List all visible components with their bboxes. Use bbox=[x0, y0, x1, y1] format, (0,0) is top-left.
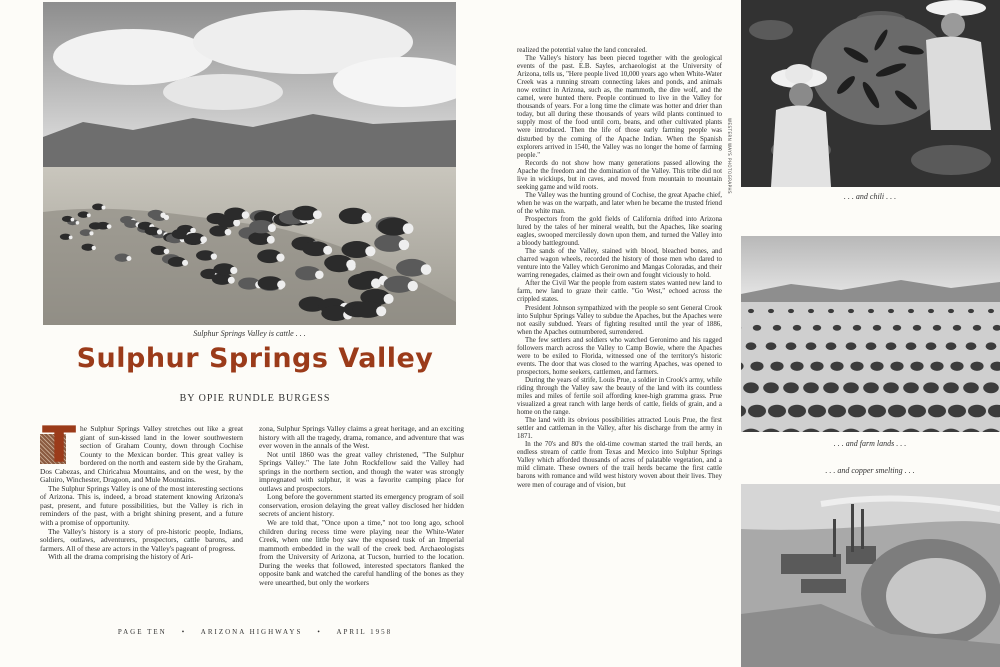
cattle-photo-caption: Sulphur Springs Valley is cattle . . . bbox=[193, 329, 306, 338]
paragraph: he Sulphur Springs Valley stretches out like a great giant of sun-kissed land in the lower southwestern section of Graham County, down through Cochise County to the Mexican border. This great valley is bordered on the north and eastern side by the Graham, Dos Cabezas, and Chiricahua Mountains, and on the west, by the Galuiro, Winchester, Dragoon, and Mule Mountains. bbox=[40, 424, 243, 485]
photo-credit: WESTERN WAYS PHOTOGRAPHS bbox=[727, 118, 732, 195]
orchard-tree bbox=[828, 405, 846, 418]
orchard-tree bbox=[970, 362, 983, 371]
cow bbox=[292, 206, 321, 221]
orchard-tree bbox=[833, 325, 841, 331]
orchard-tree bbox=[868, 309, 874, 313]
paragraph: During the years of strife, Louis Prue, a soldier in Crook's army, while riding through the Valley saw the beauty of the land with its countless miles and miles of fertile soil affording knee-high gramma grass. Prue visualized a great ranch with large herds of cattle, fields of grain, and a home on the range. bbox=[517, 375, 722, 417]
paragraph: The Valley was the hunting ground of Cochise, the great Apache chief, when he was on the warpath, and later when he became the trusted friend of the white man. bbox=[517, 190, 722, 215]
cow bbox=[78, 211, 91, 218]
farm-lands-photo bbox=[741, 236, 1000, 432]
cow bbox=[213, 263, 237, 275]
orchard-tree bbox=[768, 405, 786, 418]
cow bbox=[384, 276, 418, 293]
orchard-tree bbox=[746, 342, 757, 350]
cow bbox=[257, 249, 284, 263]
cow bbox=[92, 204, 105, 211]
chili-harvest-photo bbox=[741, 0, 1000, 187]
paragraph: We are told that, "Once upon a time," not too long ago, school children during recess time were playing near the White-Water Creek, when one little boy saw the exposed tusk of an Imperial mammoth embedded in the wall of the creek bed. Archaeologists from the University of Arizona, at Tucson, hurried to the location. During the weeks that followed, interested spectators flanked the opposite bank and watched the careful handling of the bones as they were unearthed, but only the workers bbox=[259, 518, 464, 587]
paragraph: President Johnson sympathized with the people so sent General Crook into Sulphur Springs Valley to subdue the Apaches, but the Apaches were not easily subdued. Years of fighting resulted until the year of 1886, when the Apaches outnumbered, surrendered. bbox=[517, 303, 722, 336]
orchard-tree bbox=[748, 309, 754, 313]
paragraph: The Sulphur Springs Valley is one of the most interesting sections of Arizona. This is, indeed, a broad statement knowing Arizona's past, present, and future possibilities, but the Valley is rich in reminders of the past, with a bright shining present, and a future with a promise of opportunity. bbox=[40, 483, 243, 528]
cow bbox=[258, 276, 286, 290]
orchard-tree bbox=[966, 342, 977, 350]
page-number: PAGE TEN bbox=[117, 628, 167, 636]
orchard-tree bbox=[748, 405, 766, 418]
orchard-tree bbox=[988, 309, 994, 313]
orchard-tree bbox=[743, 382, 759, 393]
orchard-tree bbox=[793, 325, 801, 331]
orchard-tree bbox=[848, 405, 866, 418]
drop-cap-letter: T bbox=[42, 416, 77, 474]
cow bbox=[115, 253, 132, 261]
orchard-tree bbox=[873, 325, 881, 331]
orchard-tree bbox=[888, 405, 906, 418]
orchard-tree bbox=[843, 382, 859, 393]
issue-date: APRIL 1958 bbox=[336, 628, 393, 636]
orchard-tree bbox=[766, 342, 777, 350]
orchard-tree bbox=[783, 382, 799, 393]
orchard-tree bbox=[846, 342, 857, 350]
cow bbox=[196, 250, 217, 260]
text-column-3 bbox=[517, 46, 722, 489]
orchard-tree bbox=[753, 325, 761, 331]
orchard-tree bbox=[906, 342, 917, 350]
orchard-tree bbox=[808, 309, 814, 313]
orchard-tree bbox=[983, 382, 999, 393]
cow bbox=[302, 241, 332, 256]
orchard-tree bbox=[946, 342, 957, 350]
farm-photo-caption: . . . and farm lands . . . bbox=[833, 439, 907, 448]
orchard-tree bbox=[853, 325, 861, 331]
cow bbox=[151, 246, 170, 255]
orchard-tree bbox=[883, 382, 899, 393]
orchard-tree bbox=[890, 362, 903, 371]
orchard-tree bbox=[986, 342, 997, 350]
cow bbox=[60, 234, 73, 240]
orchard-tree bbox=[948, 405, 966, 418]
orchard-tree bbox=[953, 325, 961, 331]
orchard-tree bbox=[928, 405, 946, 418]
text-column-2 bbox=[259, 425, 464, 587]
copper-photo-caption: . . . and copper smelting . . . bbox=[825, 466, 915, 475]
orchard-tree bbox=[808, 405, 826, 418]
orchard-tree bbox=[903, 382, 919, 393]
orchard-tree bbox=[948, 309, 954, 313]
cow bbox=[248, 232, 274, 245]
copper-smelting-photo bbox=[741, 484, 1000, 667]
orchard-tree bbox=[788, 309, 794, 313]
cow bbox=[339, 208, 372, 224]
cow bbox=[124, 220, 140, 228]
paragraph: The land with its obvious possibilities attracted Louis Prue, the first settler and cattleman in the Valley, after his discharge from the army in 1871. bbox=[517, 416, 722, 441]
paragraph: realized the potential value the land concealed. bbox=[517, 46, 648, 54]
orchard-tree bbox=[866, 342, 877, 350]
cow bbox=[62, 216, 74, 222]
cow bbox=[145, 227, 162, 236]
orchard-tree bbox=[963, 382, 979, 393]
orchard-tree bbox=[763, 382, 779, 393]
paragraph: The Valley's history is a story of pre-historic people, Indians, soldiers, outlaws, adventurers, prospectors, cattle barons, and farmers. All of these are actors in the Valley's pageant of progress. bbox=[40, 526, 243, 553]
orchard-tree bbox=[790, 362, 803, 371]
cow bbox=[168, 257, 188, 267]
cow bbox=[80, 229, 94, 236]
cow bbox=[396, 259, 431, 277]
orchard-tree bbox=[830, 362, 843, 371]
orchard-tree bbox=[943, 382, 959, 393]
footer-separator: • bbox=[181, 628, 187, 636]
paragraph: After the Civil War the people from eastern states wanted new land to farm, new land to graze their cattle. "Go West," echoed across the crippled states. bbox=[517, 279, 722, 304]
orchard-tree bbox=[810, 362, 823, 371]
orchard-tree bbox=[888, 309, 894, 313]
orchard-tree bbox=[823, 382, 839, 393]
orchard-tree bbox=[950, 362, 963, 371]
cow bbox=[342, 241, 376, 258]
orchard-tree bbox=[910, 362, 923, 371]
orchard-tree bbox=[913, 325, 921, 331]
paragraph: Records do not show how many generations passed allowing the Apache the freedom and the domination of the Valley. This tribe did not live in wickiups, but in caves, and moved from mountain to mountain seeking game and wild roots. bbox=[517, 158, 722, 191]
orchard-tree bbox=[850, 362, 863, 371]
paragraph: The sands of the Valley, stained with blood, bleached bones, and charred wagon wheels, recorded the history of those men who dared to venture into the Valley which Geronimo and Mangas Coloradas, and their warring renegades, claimed as their own and fought viciously to hold. bbox=[517, 247, 722, 280]
orchard-tree bbox=[893, 325, 901, 331]
orchard-tree bbox=[828, 309, 834, 313]
orchard-tree bbox=[908, 405, 926, 418]
orchard-tree bbox=[973, 325, 981, 331]
orchard-tree bbox=[788, 405, 806, 418]
paragraph: The Valley's history has been pieced together with the geological events of the past. E.B. Sayles, archaeologist at the University of Arizona, tells us, "Here people lived 10,000 years ago when White-Water Creek was a running stream connecting lakes and ponds, and animals now extinct in Arizona, such as, the mammoth, the dire wolf, and the camel, were hunted there. People continued to live in the Valley for thousands of years. For a long time the climate was hotter and drier than today, but all during these thousands of years wild plants continued to supply most of the food until corn, beans, and other cultivated plants were introduced. Then the life of those early farming people was disturbed by the coming of the Apache Indian. When the Spanish explorers arrived in 1540, the Valley was no longer the home of farming people." bbox=[517, 54, 722, 159]
chili-photo-caption: . . . and chili . . . bbox=[843, 192, 897, 201]
cow bbox=[82, 244, 96, 251]
magazine-name: ARIZONA HIGHWAYS bbox=[200, 628, 303, 636]
orchard-tree bbox=[923, 382, 939, 393]
orchard-tree bbox=[770, 362, 783, 371]
orchard-tree bbox=[968, 405, 986, 418]
cow bbox=[295, 266, 323, 280]
paragraph: Prospectors from the gold fields of California drifted into Arizona lured by the tales of her mineral wealth, but the Apaches, like soaring eagles, swooped mercilessly down upon them, and turned the Valley into a bloody battleground. bbox=[517, 214, 722, 248]
orchard-tree bbox=[928, 309, 934, 313]
text-column-1 bbox=[40, 416, 243, 562]
article-title: Sulphur Springs Valley bbox=[76, 343, 434, 374]
cow bbox=[378, 218, 414, 236]
orchard-tree bbox=[933, 325, 941, 331]
orchard-tree bbox=[786, 342, 797, 350]
paragraph: Not until 1860 was the great valley christened, "The Sulphur Springs Valley." The late John Rockfellow said the Valley had springs in the northern section, and though the water was strongly impregnated with sulphur, it was a favorite camping place for outlaws and prospectors. bbox=[259, 449, 464, 493]
cattle-herd bbox=[43, 2, 456, 325]
orchard-tree bbox=[806, 342, 817, 350]
cow bbox=[148, 210, 166, 219]
article-byline: BY OPIE RUNDLE BURGESS bbox=[179, 393, 331, 404]
orchard-tree bbox=[773, 325, 781, 331]
cattle-drive-photo bbox=[43, 2, 456, 325]
paragraph: Long before the government started its emergency program of soil conservation, erosion delaying the great valley disclosed her hidden secrets of ancient history. bbox=[259, 492, 464, 519]
cow bbox=[374, 234, 409, 251]
page-footer bbox=[40, 628, 470, 636]
orchard-tree bbox=[813, 325, 821, 331]
orchard-tree bbox=[870, 362, 883, 371]
orchard-tree bbox=[968, 309, 974, 313]
orchard-tree bbox=[908, 309, 914, 313]
cow bbox=[96, 222, 111, 230]
orchard-tree bbox=[768, 309, 774, 313]
drop-cap bbox=[40, 416, 77, 474]
orchard-tree bbox=[848, 309, 854, 313]
orchard-tree bbox=[926, 342, 937, 350]
cow bbox=[224, 208, 249, 221]
orchard-tree bbox=[868, 405, 886, 418]
cow bbox=[185, 233, 207, 244]
footer-separator: • bbox=[317, 628, 322, 636]
paragraph: In the 70's and 80's the old-time cowman started the trail herds, an endless stream of cattle from Texas and Mexico into Sulphur Springs Valley which afforded thousands of acres of palatable vegetation, and a mild climate. These owners of the trail herds became the first cattle barons with romance and wild west history woven about their lives. They were men of courage and of vision, but bbox=[517, 440, 722, 489]
orchard-tree bbox=[863, 382, 879, 393]
orchard-tree bbox=[886, 342, 897, 350]
orchard-tree bbox=[750, 362, 763, 371]
orchard-tree bbox=[803, 382, 819, 393]
paragraph: With all the drama comprising the history of Ari- bbox=[48, 552, 194, 562]
orchard-tree bbox=[930, 362, 943, 371]
orchard-tree bbox=[826, 342, 837, 350]
paragraph: The few settlers and soldiers who watched Geronimo and his ragged followers march across the Valley to Camp Bowie, where the Apaches were to be exiled to Florida, witnessed one of the territory's historic events. The door that was closed to the warring Apaches, was opened to prospectors, home seekers, cattlemen, and farmers. bbox=[517, 335, 722, 376]
paragraph: zona, Sulphur Springs Valley claims a great heritage, and an exciting history with all the tragedy, drama, romance, and adventure that was ever woven in the annals of the West. bbox=[259, 424, 464, 451]
